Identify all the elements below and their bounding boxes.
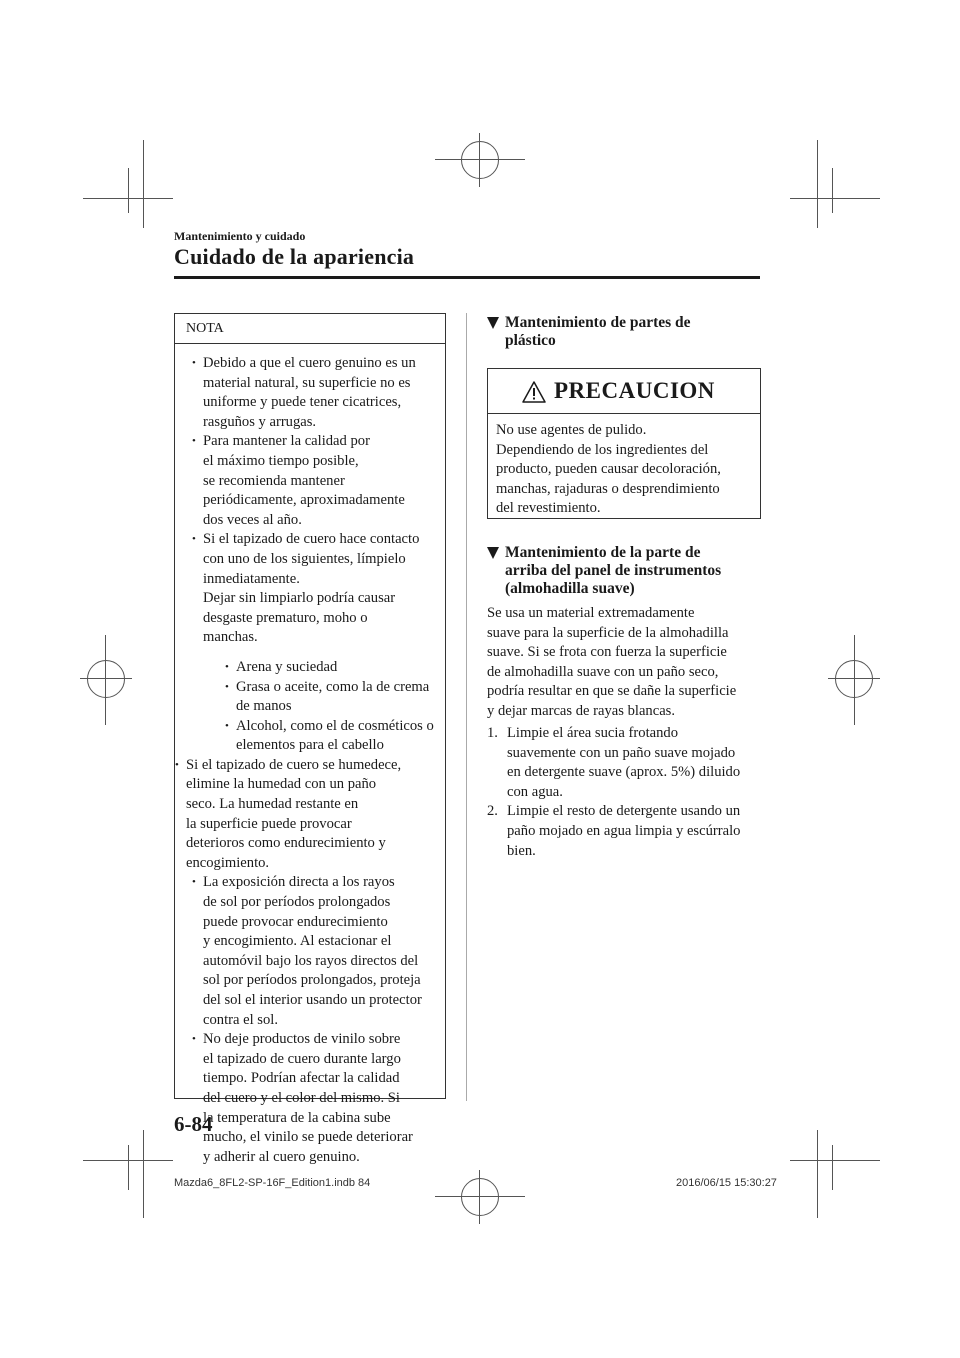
step-item: 2. Limpie el resto de detergente usando un paño mojado en agua limpia y escúrralo bien. <box>487 803 741 859</box>
step-number: 1. <box>487 725 498 741</box>
note-header <box>175 314 445 344</box>
crop-mark <box>832 168 833 213</box>
section-heading-plastic: Mantenimiento de partes de plástico <box>487 314 763 350</box>
note-item: • La exposición directa a los rayos de sol por períodos prolongados puede provocar endurecimiento y encogimiento. Al estacionar el automóvil bajo los rayos directos del sol por períodos prolongados, proteja del sol el interior usando un protector contra el sol. <box>186 873 442 1030</box>
note-item: • Si el tapizado de cuero hace contacto con uno de los siguientes, límpielo inmediatamente. Dejar sin limpiarlo podría causar desgaste prematuro, moho o manchas. • Arena y suciedad • Grasa o aceite, como la de crema de manos • Alcohol, como el de cosméticos o elementos para el cabello <box>186 530 442 756</box>
crop-mark <box>435 159 525 160</box>
triangle-bullet-icon <box>487 547 499 559</box>
crop-mark <box>479 1170 480 1224</box>
crop-mark <box>435 1196 525 1197</box>
note-subitem: • Grasa o aceite, como la de crema de manos <box>219 678 442 717</box>
note-list <box>186 354 442 1167</box>
step-item: 1. Limpie el área sucia frotando suavemente con un paño suave mojado en detergente suave (aprox. 5%) diluido con agua. <box>487 725 741 800</box>
crop-mark <box>128 1145 129 1190</box>
dashboard-steps <box>487 724 763 861</box>
note-item: • No deje productos de vinilo sobre el tapizado de cuero durante largo tiempo. Podrían afectar la calidad del cuero y el color del mismo. Si la temperatura de la cabina sube mucho, el vinilo se puede deteriorar y adherir al cuero genuino. <box>186 1030 442 1167</box>
crop-mark <box>854 635 855 725</box>
crop-mark <box>80 678 132 679</box>
crop-mark <box>479 133 480 187</box>
crop-mark <box>817 140 818 228</box>
footer-file: Mazda6_8FL2-SP-16F_Edition1.indb 84 <box>174 1177 371 1189</box>
crop-mark <box>790 1160 880 1161</box>
note-body <box>186 354 442 1167</box>
warning-triangle-icon <box>522 381 546 403</box>
crop-mark <box>128 168 129 213</box>
step-number: 2. <box>487 803 498 820</box>
section-label: Mantenimiento y cuidado <box>174 229 306 243</box>
note-subitem: • Arena y suciedad <box>219 658 442 678</box>
crop-mark <box>143 1130 144 1218</box>
registration-mark-icon <box>461 141 499 179</box>
crop-mark <box>832 1145 833 1190</box>
crop-mark <box>143 140 144 228</box>
page-number: 6-84 <box>174 1112 213 1136</box>
note-sublist <box>203 658 442 756</box>
registration-mark-icon <box>461 1178 499 1216</box>
note-item: • Para mantener la calidad por el máximo tiempo posible, se recomienda mantener periódicamente, aproximadamente dos veces al año. <box>186 432 442 530</box>
crop-mark <box>790 198 880 199</box>
note-title: NOTA <box>186 321 224 336</box>
caution-text: No use agentes de pulido. Dependiendo de los ingredientes del producto, pueden causar decoloración, manchas, rajaduras o desprendimiento del revestimiento. <box>496 422 721 517</box>
note-item: • Si el tapizado de cuero se humedece, elimine la humedad con un paño seco. La humedad restante en la superficie puede provocar deterioros como endurecimiento y encogimiento. <box>169 756 442 874</box>
column-divider <box>466 313 467 1101</box>
dashboard-paragraph: Se usa un material extremadamente suave para la superficie de la almohadilla suave. Si se frota con fuerza la superficie de almohadilla suave con un paño seco, podría resultar en que se dañe la superficie y dejar marcas de rayas blancas. <box>487 605 737 719</box>
caution-title: PRECAUCION <box>554 378 715 403</box>
triangle-bullet-icon <box>487 317 499 329</box>
caution-header <box>488 369 760 414</box>
note-item: • Debido a que el cuero genuino es un material natural, su superficie no es uniforme y puede tener cicatrices, rasguños y arrugas. <box>186 354 442 432</box>
registration-mark-icon <box>87 660 125 698</box>
footer-datetime: 2016/06/15 15:30:27 <box>676 1177 777 1189</box>
section-heading-dashboard: Mantenimiento de la parte de arriba del panel de instrumentos (almohadilla suave) <box>487 544 763 598</box>
crop-mark <box>817 1130 818 1218</box>
page-title: Cuidado de la apariencia <box>174 244 415 269</box>
caution-box <box>487 368 761 519</box>
title-rule <box>174 276 760 279</box>
note-subitem: • Alcohol, como el de cosméticos o elementos para el cabello <box>219 717 442 756</box>
crop-mark <box>105 635 106 725</box>
